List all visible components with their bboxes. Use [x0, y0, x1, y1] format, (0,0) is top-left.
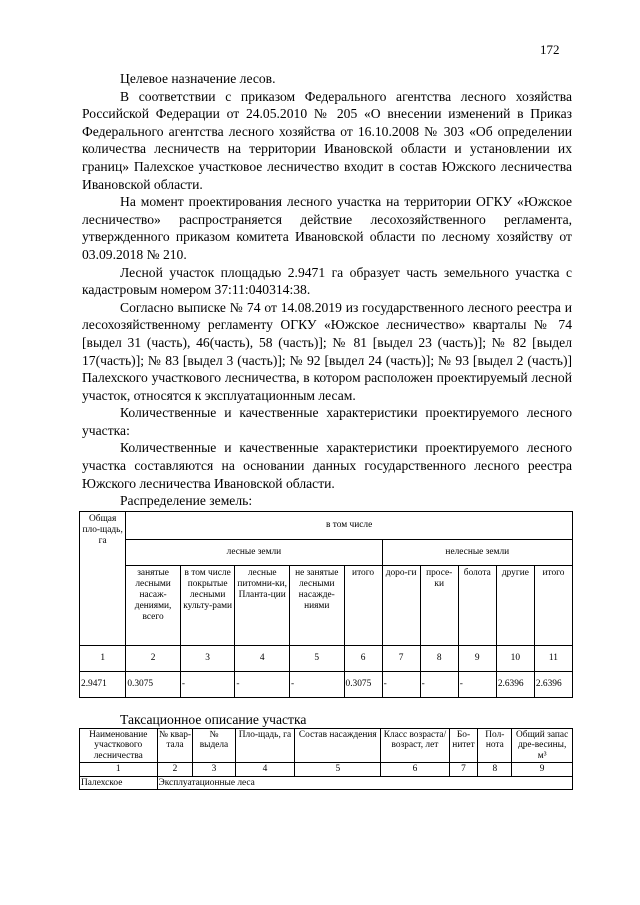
header-nonforest-land: нелесные земли — [382, 539, 572, 565]
num-cell: 8 — [478, 763, 512, 777]
tax-header-quarter: № квар-тала — [157, 728, 193, 763]
data-cell: - — [289, 671, 344, 697]
tax-header-bonitet: Бо-нитет — [449, 728, 478, 763]
paragraph-regulation: На момент проектирования лесного участка на территории ОГКУ «Южское лесничество» распространяется действие лесохозяйственного регламента, утвержденного приказом комитета Ивановской области по лесному хозяйству от 03.09.2018 № 210. — [82, 194, 572, 262]
num-cell: 1 — [80, 645, 126, 671]
forest-type-cell: Эксплуатационные леса — [157, 776, 572, 790]
data-cell: 2.6396 — [534, 671, 572, 697]
num-cell: 1 — [80, 763, 158, 777]
num-cell: 6 — [381, 763, 449, 777]
data-cell: - — [235, 671, 290, 697]
tax-header-area: Пло-щадь, га — [235, 728, 295, 763]
num-cell: 4 — [235, 645, 290, 671]
header-col-6: итого — [344, 565, 382, 645]
data-cell: - — [420, 671, 458, 697]
paragraph-order: В соответствии с приказом Федерального агентства лесного хозяйства Российской Федерации от 24.05.2010 № 205 «О внесении изменений в Приказ Федерального агентства лесного хозяйства от 16.10.2008 № 303 «Об определении количества лесничеств на территории Ивановской области и установлении их границ» Палехское участковое лесничество входит в состав Южского лесничества Ивановской области. — [82, 88, 572, 192]
num-cell: 7 — [382, 645, 420, 671]
num-cell: 2 — [126, 645, 181, 671]
num-cell: 6 — [344, 645, 382, 671]
num-cell: 3 — [180, 645, 235, 671]
header-col-11: итого — [534, 565, 572, 645]
header-col-8: просе-ки — [420, 565, 458, 645]
num-cell: 10 — [496, 645, 534, 671]
num-cell: 3 — [193, 763, 235, 777]
tax-number-row — [80, 763, 573, 777]
data-cell: - — [180, 671, 235, 697]
header-col-3: в том числе покрытые лесными культу-рами — [180, 565, 235, 645]
num-cell: 7 — [449, 763, 478, 777]
land-distribution-table — [79, 511, 573, 698]
header-col-9: болота — [458, 565, 496, 645]
header-col-2: занятые лесными насаж-дениями, всего — [126, 565, 181, 645]
header-total-area: Общая пло-щадь, га — [80, 511, 126, 645]
document-body — [82, 70, 572, 790]
num-cell: 5 — [295, 763, 381, 777]
num-cell: 9 — [458, 645, 496, 671]
num-cell: 2 — [157, 763, 193, 777]
tax-header-density: Пол-нота — [478, 728, 512, 763]
taxation-table — [79, 728, 573, 791]
num-cell: 8 — [420, 645, 458, 671]
tax-header-composition: Состав насаждения — [295, 728, 381, 763]
tax-header-stock: Общий запас дре-весины, м³ — [512, 728, 573, 763]
header-forest-land: лесные земли — [126, 539, 382, 565]
num-cell: 11 — [534, 645, 572, 671]
paragraph-purpose: Целевое назначение лесов. — [120, 71, 276, 86]
data-cell: 0.3075 — [126, 671, 181, 697]
num-cell: 4 — [235, 763, 295, 777]
header-including: в том числе — [126, 511, 573, 539]
tax-header-age-class: Класс возраста/ возраст, лет — [381, 728, 449, 763]
num-cell: 9 — [512, 763, 573, 777]
header-col-7: доро-ги — [382, 565, 420, 645]
header-col-5: не занятые лесными насажде-ниями — [289, 565, 344, 645]
paragraph-characteristics: Количественные и качественные характеристики проектируемого лесного участка: — [82, 405, 572, 438]
tax-header-district: Наименование участкового лесничества — [80, 728, 158, 763]
page-number: 172 — [540, 42, 560, 57]
header-col-4: лесные питомни-ки, Планта-ции — [235, 565, 290, 645]
data-cell: - — [382, 671, 420, 697]
taxation-heading: Таксационное описание участка — [120, 711, 307, 727]
column-number-row — [80, 645, 573, 671]
tax-header-plot: № выдела — [193, 728, 235, 763]
data-cell: 0.3075 — [344, 671, 382, 697]
land-distribution-heading: Распределение земель: — [120, 493, 253, 509]
district-name-cell: Палехское — [80, 776, 158, 790]
paragraph-area: Лесной участок площадью 2.9471 га образует часть земельного участка с кадастровым номером 37:11:040314:38. — [82, 264, 572, 298]
header-col-10: другие — [496, 565, 534, 645]
data-cell: 2.6396 — [496, 671, 534, 697]
table-row — [80, 671, 573, 697]
num-cell: 5 — [289, 645, 344, 671]
data-cell: - — [458, 671, 496, 697]
paragraph-extract: Согласно выписке № 74 от 14.08.2019 из государственного лесного реестра и лесохозяйственному регламенту ОГКУ «Южское лесничество» кварталы № 74 [выдел 31 (часть), 46(часть), 58 (часть)]; № 81 [выдел 23 (часть)]; № 82 [выдел 17(часть)]; № 83 [выдел 3 (часть)]; № 92 [выдел 24 (часть)]; № 93 [выдел 2 (часть)] Палехского участкового лесничества, в котором расположен проектируемый лесной участок, относятся к эксплуатационным лесам. — [82, 299, 572, 403]
paragraph-source: Количественные и качественные характеристики проектируемого лесного участка составляются на основании данных государственного лесного реестра Южского лесничества Ивановской области. — [82, 440, 572, 491]
data-cell: 2.9471 — [80, 671, 126, 697]
table-row — [80, 776, 573, 790]
